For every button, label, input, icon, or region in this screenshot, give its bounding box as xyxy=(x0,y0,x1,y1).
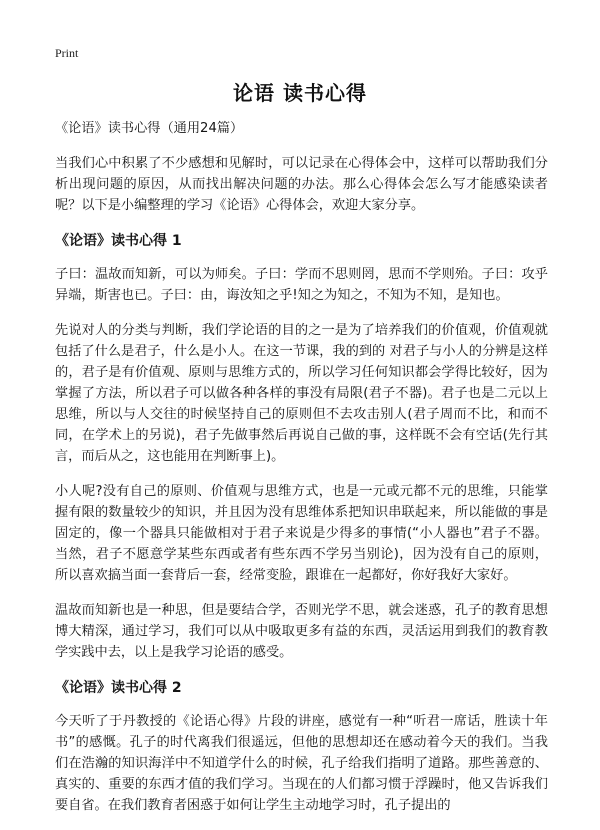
section-paragraph: 小人呢?没有自己的原则、价值观与思维方式，也是一元或元都不元的思维，只能掌握有限的数量较少的知识，并且因为没有思维体系把知识串联起来，所以能做的事是固定的，像一个器具只能做相对于君子来说是少得多的事情(“小人器也”君子不器。当然，君子不愿意学某些东西或者有些东西不学另当别论)，因为没有自己的原则，所以喜欢搞当面一套背后一套，经常变脸，跟谁在一起都好，你好我好大家好。 xyxy=(55,484,548,583)
article-subtitle: 《论语》读书心得（通用24篇） xyxy=(55,121,244,136)
print-link[interactable]: Print xyxy=(55,46,79,60)
section-paragraph: 温故而知新也是一种思，但是要结合学，否则光学不思，就会迷惑，孔子的教育思想博大精深，通过学习，我们可以从中吸取更多有益的东西，灵活运用到我们的教育教学实践中去，以上是我学习论语的感受。 xyxy=(55,603,548,660)
section-paragraph: 今天听了于丹教授的《论语心得》片段的讲座，感觉有一种“听君一席话，胜读十年书”的感慨。孔子的时代离我们很遥远，但他的思想却还在感动着今天的我们。当我们在浩瀚的知识海洋中不知道学什么的时候，孔子给我们指明了道路。那些善意的、真实的、重要的东西才值的我们学习。当现在的人们都习惯于浮躁时，他又告诉我们要自省。在我们教育者困惑于如何让学生主动地学习时，孔子提出的 xyxy=(55,714,548,813)
article-body xyxy=(55,118,548,830)
intro-paragraph: 当我们心中积累了不少感想和见解时，可以记录在心得体会中，这样可以帮助我们分析出现问题的原因，从而找出解决问题的办法。那么心得体会怎么写才能感染读者呢？以下是小编整理的学习《论语》心得体会，欢迎大家分享。 xyxy=(55,156,548,213)
page-title: 论语 读书心得 xyxy=(233,81,367,105)
section-paragraph: 子曰：温故而知新，可以为师矣。子曰：学而不思则罔，思而不学则殆。子曰：攻乎异端，斯害也已。子曰：由，诲汝知之乎!知之为知之，不知为不知，是知也。 xyxy=(55,267,548,303)
section-heading: 《论语》读书心得 2 xyxy=(55,680,182,696)
section-heading: 《论语》读书心得 1 xyxy=(55,233,182,249)
section-paragraph: 先说对人的分类与判断，我们学论语的目的之一是为了培养我们的价值观，价值观就包括了什么是君子，什么是小人。在这一节课，我的到的 对君子与小人的分辨是这样的，君子是有价值观、原则与思维方式的，所以学习任何知识都会学得比较好，因为掌握了方法，所以君子可以做各种各样的事没有局限(君子不器)。君子也是二元以上思维，所以与人交往的时候坚持自己的原则但不去攻击别人(君子周而不比，和而不同，在学术上的另说)，君子先做事然后再说自己做的事，这样既不会有空话(先行其言，而后从之，这也能用在判断事上)。 xyxy=(55,323,548,464)
